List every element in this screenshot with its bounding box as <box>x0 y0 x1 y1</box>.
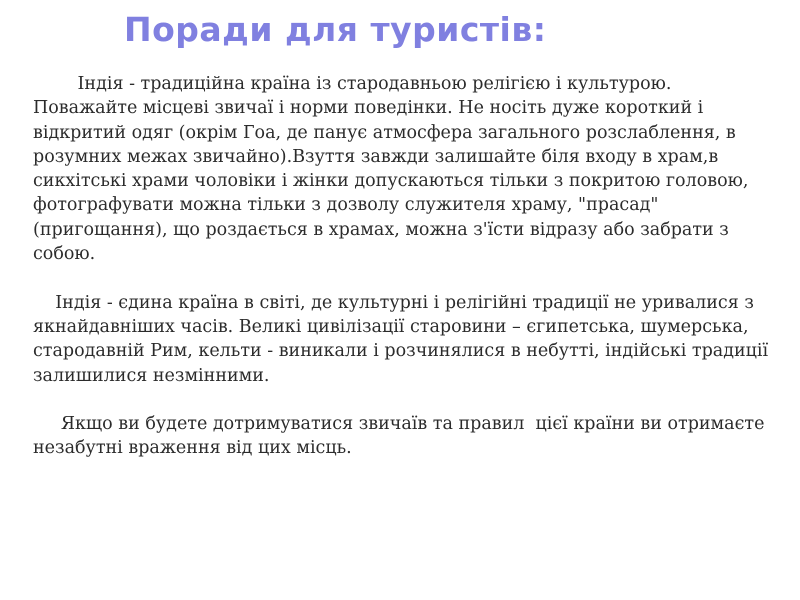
paragraph-closing-advice: Якщо ви будете дотримуватися звичаїв та правил цієї країни ви отримаєте незабутні враження від цих місць. <box>33 414 771 459</box>
paragraph-spacer <box>33 388 778 412</box>
paragraph-unbroken-traditions: Індія - єдина країна в світі, де культурні і релігійні традиції не уривалися з якнайдавніших часів. Великі цивілізації старовини – єгипетська, шумерська, стародавній Рим, кельти - виникали і розчинялися в небутті, індійські традиції залишилися незмінними. <box>33 292 774 386</box>
paragraph-spacer <box>33 266 778 290</box>
slide-body <box>33 72 778 461</box>
paragraph-india-traditions: Індія - традиційна країна із стародавньою релігією і культурою. Поважайте місцеві звичаї і норми поведінки. Не носіть дуже короткий і відкритий одяг (окрім Гоа, де панує атмосфера загального розслаблення, в розумних межах звичайно).Взуття завжди залишайте біля входу в храм,в сикхітські храми чоловіки і жінки допускаються тільки з покритою головою, фотографувати можна тільки з дозволу служителя храму, "прасад" (пригощання), що роздається в храмах, можна з'їсти відразу або забрати з собою. <box>33 74 755 265</box>
slide-title: Поради для туристів: <box>124 10 547 49</box>
